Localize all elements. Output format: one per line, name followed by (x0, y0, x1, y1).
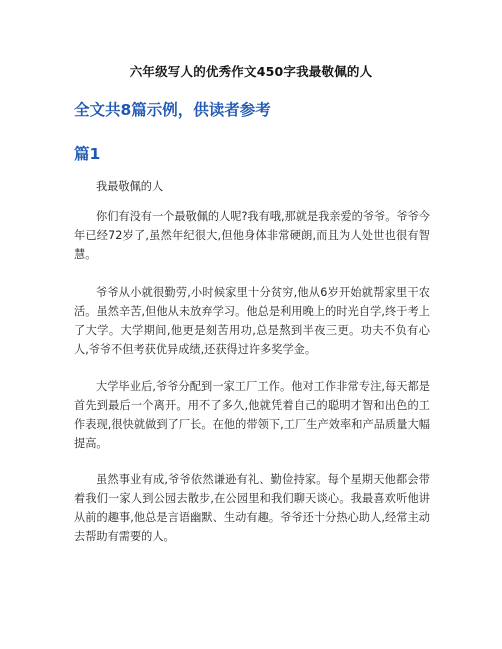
document-title: 六年级写人的优秀作文450字我最敬佩的人 (129, 64, 373, 79)
document-subtitle: 全文共8篇示例，供读者参考 (74, 101, 271, 119)
body-paragraph: 大学毕业后,爷爷分配到一家工厂工作。他对工作非常专注,每天都是首先到最后一个离开。用不了多久,他就凭着自己的聪明才智和出色的工作表现,很快就做到了厂长。在他的带领下,工厂生产效率和产品质量大幅提高。 (74, 380, 430, 450)
section-heading: 篇1 (74, 145, 101, 163)
body-paragraph: 爷爷从小就很勤劳,小时候家里十分贫穷,他从6岁开始就帮家里干农活。虽然辛苦,但他从未放弃学习。他总是利用晚上的时光自学,终于考上了大学。大学期间,他更是刻苦用功,总是熬到半夜三更。功夫不负有心人,爷爷不但考获优异成绩,还获得过许多奖学金。 (74, 286, 430, 356)
body-paragraph: 你们有没有一个最敬佩的人呢?我有哦,那就是我亲爱的爷爷。爷爷今年已经72岁了,虽然年纪很大,但他身体非常硬朗,而且为人处世也很有智慧。 (74, 210, 430, 261)
body-paragraph: 虽然事业有成,爷爷依然谦逊有礼、勤俭持家。每个星期天他都会带着我们一家人到公园去散步,在公园里和我们聊天谈心。我最喜欢听他讲从前的趣事,他总是言语幽默、生动有趣。爷爷还十分热心助人,经常主动去帮助有需要的人。 (74, 473, 430, 543)
essay-heading-paragraph: 我最敬佩的人 (96, 180, 164, 193)
